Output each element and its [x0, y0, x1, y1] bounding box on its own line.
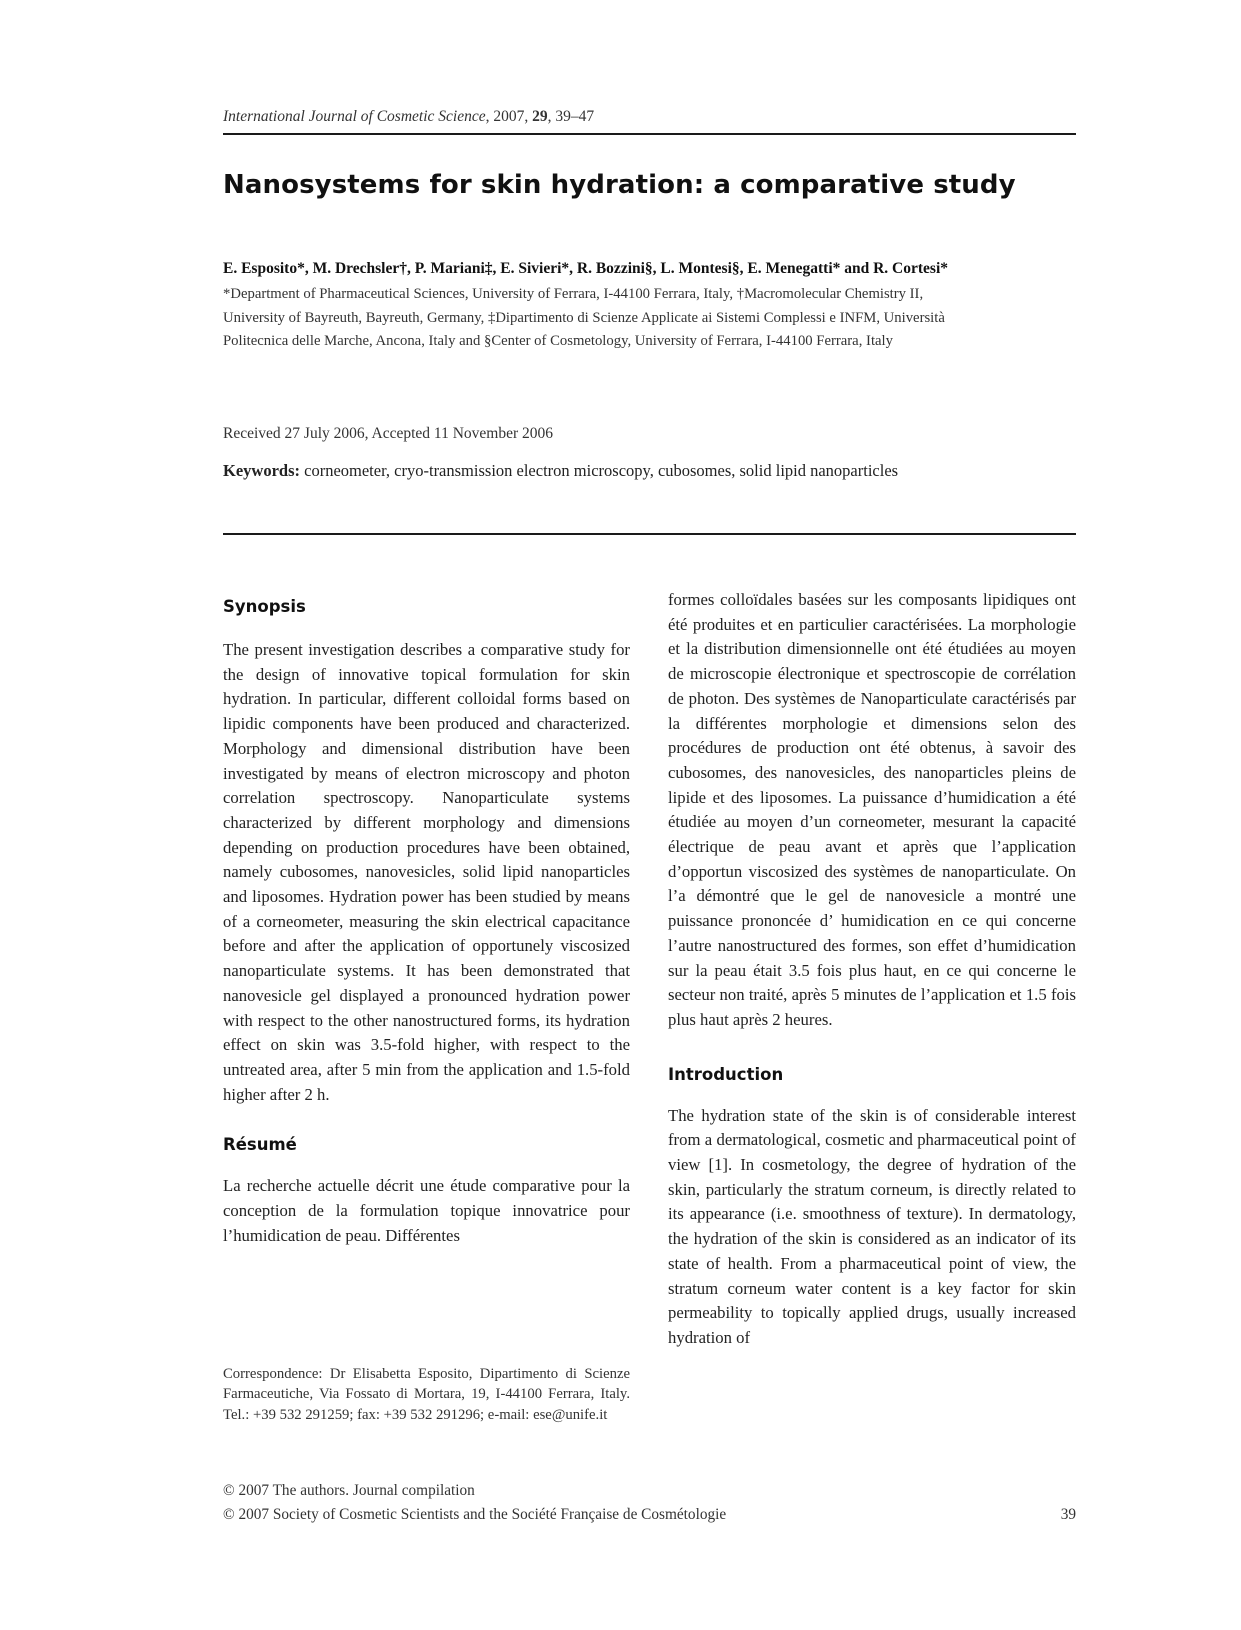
keywords-label: Keywords: [223, 461, 300, 480]
header-rule [223, 133, 1076, 135]
keywords-list: corneometer, cryo-transmission electron microscopy, cubosomes, solid lipid nanoparticles [300, 461, 899, 480]
copyright-text: © 2007 Society of Cosmetic Scientists and the Société Française de Cosmétologie [223, 1506, 727, 1523]
journal-pages: , 39–47 [547, 108, 595, 125]
introduction-heading: Introduction [668, 1064, 784, 1084]
author-list: E. Esposito*, M. Drechsler†, P. Mariani‡, E. Sivieri*, R. Bozzini§, L. Montesi§, E. Menegatti* and R. Cortesi* [223, 260, 949, 277]
section-rule [223, 533, 1076, 535]
keywords [223, 461, 1076, 481]
resume-text-continued: formes colloïdales basées sur les composants lipidiques ont été produites et en particulier caractérisées. La morphologie et la distribution dimensionnelle ont été étudiées au moyen de microscopie électronique et spectroscopie de corrélation de photon. Des systèmes de Nanoparticulate caractérisés par la différentes morphologie et dimensions selon des procédures de production ont été obtenus, à savoir des cubosomes, des nanovesicles, des nanoparticles pleins de lipide et des liposomes. La puissance d’humidication a été étudiée au moyen d’un corneometer, mesurant la capacité électrique de peau avant et après que l’application d’opportun viscosized des systèmes de nanoparticulate. On l’a démontré que le gel de nanovesicle a montré une puissance prononcée d’ humidication en ce qui concerne l’autre nanostructured des formes, son effet d’humidication sur la peau était 3.5 fois plus haut, en ce qui concerne le secteur non traité, après 5 minutes de l’application et 1.5 fois plus haut après 2 heures. [668, 590, 1076, 1029]
journal-volume: 29 [532, 108, 548, 125]
affiliation-line: University of Bayreuth, Bayreuth, Germany, ‡Dipartimento di Scienze Applicate ai Sistemi Complessi e INFM, Università [223, 309, 945, 326]
journal-citation [223, 108, 1075, 126]
affiliation-line: *Department of Pharmaceutical Sciences, University of Ferrara, I-44100 Ferrara, Italy, †Macromolecular Chemistry II, [223, 286, 924, 302]
affiliations [223, 283, 1076, 354]
copyright-line-2 [223, 1506, 1076, 1524]
affiliation-line: Politecnica delle Marche, Ancona, Italy and §Center of Cosmetology, University of Ferrara, I-44100 Ferrara, Italy [223, 333, 893, 349]
page-number: 39 [1060, 1506, 1076, 1523]
article-title: Nanosystems for skin hydration: a comparative study [223, 170, 1016, 200]
journal-name: International Journal of Cosmetic Science [223, 108, 486, 125]
correspondence-note: Correspondence: Dr Elisabetta Esposito, Dipartimento di Scienze Farmaceutiche, Via Fossato di Mortara, 19, I-44100 Ferrara, Italy. Tel.: +39 532 291259; fax: +39 532 291296; e-mail: ese@unife.it [223, 1366, 630, 1423]
received-dates: Received 27 July 2006, Accepted 11 November 2006 [223, 425, 554, 442]
right-column [668, 588, 1076, 1351]
resume-text-start: La recherche actuelle décrit une étude comparative pour la conception de la formulation topique innovatrice pour l’humidication de peau. Différentes [223, 1176, 630, 1245]
synopsis-text: The present investigation describes a comparative study for the design of innovative topical formulation for skin hydration. In particular, different colloidal forms based on lipidic components have been produced and characterized. Morphology and dimensional distribution have been investigated by means of electron microscopy and photon correlation spectroscopy. Nanoparticulate systems characterized by different morphology and dimensions depending on production procedures have been obtained, namely cubosomes, nanovesicles, solid lipid nanoparticles and liposomes. Hydration power has been studied by means of a corneometer, measuring the skin electrical capacitance before and after the application of opportunely viscosized nanoparticulate systems. It has been demonstrated that nanovesicle gel displayed a pronounced hydration power with respect to the other nanostructured forms, its hydration effect on skin was 3.5-fold higher, with respect to the untreated area, after 5 min from the application and 1.5-fold higher after 2 h. [223, 640, 630, 1104]
synopsis-heading: Synopsis [223, 597, 306, 616]
introduction-text: The hydration state of the skin is of considerable interest from a dermatological, cosmetic and pharmaceutical point of view [1]. In cosmetology, the degree of hydration of the skin, particularly the stratum corneum, is directly related to its appearance (i.e. smoothness of texture). In dermatology, the hydration of the skin is considered as an indicator of its state of health. From a pharmaceutical point of view, the stratum corneum water content is a key factor for skin permeability to topically applied drugs, usually increased hydration of [668, 1105, 1076, 1347]
left-column [223, 597, 630, 1248]
resume-heading: Résumé [223, 1135, 297, 1155]
journal-year: , 2007, [485, 108, 533, 125]
copyright-line-1: © 2007 The authors. Journal compilation [223, 1482, 475, 1499]
